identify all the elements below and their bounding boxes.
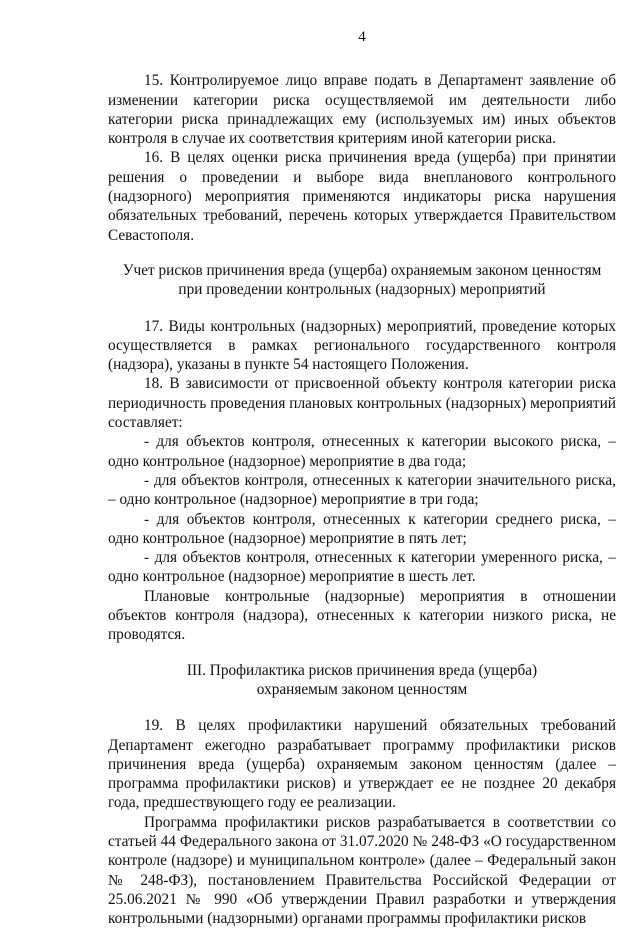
list-item-medium-risk: - для объектов контроля, отнесенных к категории среднего риска, – одно контрольное (надзорное) мероприятие в пять лет; — [108, 510, 616, 547]
heading-line: Учет рисков причинения вреда (ущерба) охраняемым законом ценностям — [122, 261, 602, 279]
paragraph-17: 17. Виды контрольных (надзорных) мероприятий, проведение которых осуществляется в рамках регионального государственного контроля (надзора), указаны в пункте 54 настоящего Положения. — [108, 317, 616, 374]
list-item-high-risk: - для объектов контроля, отнесенных к категории высокого риска, – одно контрольное (надзорное) мероприятие в два года; — [108, 433, 616, 470]
paragraph-low-risk: Плановые контрольные (надзорные) мероприятия в отношении объектов контроля (надзора), отнесенных к категории низкого риска, не проводятся. — [108, 587, 616, 644]
list-item-moderate-risk: - для объектов контроля, отнесенных к категории умеренного риска, – одно контрольное (надзорное) мероприятие в шесть лет. — [108, 549, 616, 586]
list-item-significant-risk: - для объектов контроля, отнесенных к категории значительного риска, – одно контрольное (надзорное) мероприятие в три года; — [108, 471, 616, 509]
paragraph-18: 18. В зависимости от присвоенной объекту контроля категории риска периодичность проведения плановых контрольных (надзорных) мероприятий составляет: — [108, 375, 616, 432]
heading-line: охраняемым законом ценностям — [256, 680, 468, 698]
section-heading-risk-accounting — [108, 261, 616, 300]
heading-line: III. Профилактика рисков причинения вреда (ущерба) — [186, 661, 538, 679]
page-number: 4 — [358, 29, 366, 45]
paragraph-program: Программа профилактики рисков разрабатывается в соответствии со статьей 44 Федерального закона от 31.07.2020 № 248-ФЗ «О государственном контроле (надзоре) и муниципальном контроле» (далее – Федеральный закон № 248-ФЗ), постановлением Правительства Российской Федерации от 25.06.2021 № 990 «Об утверждении Правил разработки и утверждения контрольными (надзорными) органами программы профилактики рисков — [108, 813, 616, 928]
paragraph-16: 16. В целях оценки риска причинения вреда (ущерба) при принятии решения о проведении и выборе вида внепланового контрольного (надзорного) мероприятия применяются индикаторы риска нарушения обязательных требований, перечень которых утверждается Правительством Севастополя. — [108, 149, 616, 244]
paragraph-19: 19. В целях профилактики нарушений обязательных требований Департамент ежегодно разрабатывает программу профилактики рисков причинения вреда (ущерба) охраняемым законом ценностям (далее – программа профилактики рисков) и утверждает ее не позднее 20 декабря года, предшествующего году ее реализации. — [108, 717, 616, 812]
document-page — [108, 28, 616, 928]
paragraph-15: 15. Контролируемое лицо вправе подать в Департамент заявление об изменении категории риска осуществляемой им деятельности либо категории риска принадлежащих ему (используемых им) иных объектов контроля в случае их соответствия критериям иной категории риска. — [108, 72, 616, 148]
heading-line: при проведении контрольных (надзорных) мероприятий — [178, 281, 546, 299]
section-heading-prevention — [108, 661, 616, 700]
